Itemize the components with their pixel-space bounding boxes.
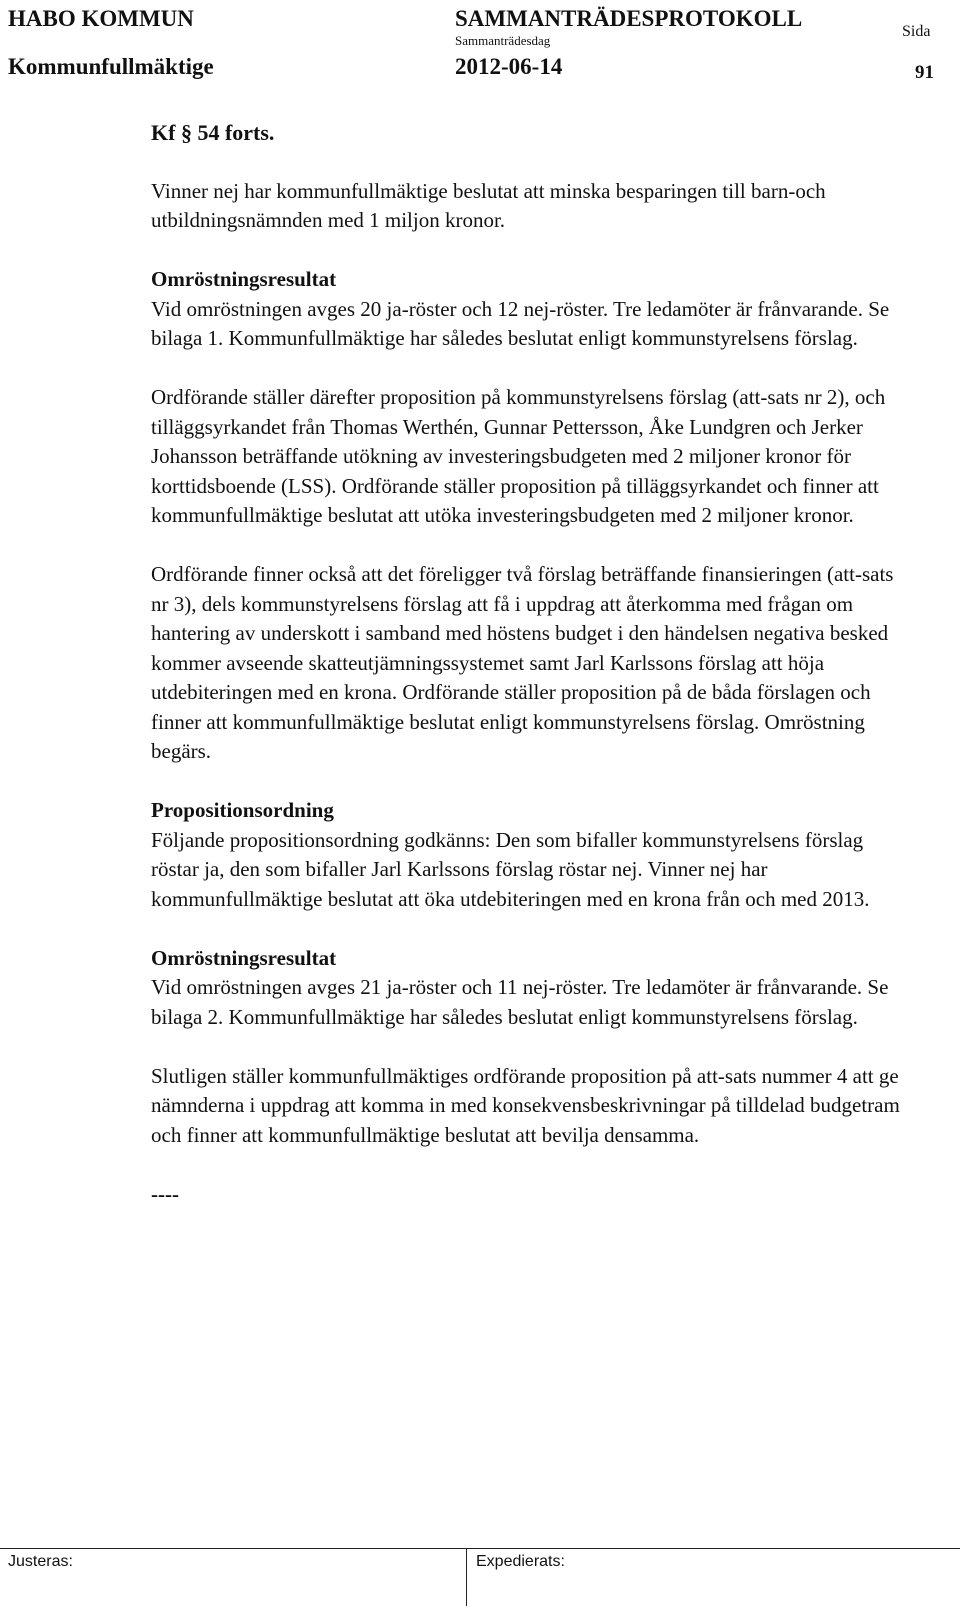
document-body (151, 118, 916, 1239)
subheading: Omröstningsresultat (151, 267, 337, 291)
meeting-date: 2012-06-14 (455, 54, 563, 79)
paragraph-text: Vid omröstningen avges 20 ja-röster och 12 nej-röster. Tre ledamöter är frånvarande. Se bilaga 1. Kommunfullmäktige har således beslutat enligt kommunstyrelsens förslag. (151, 296, 890, 350)
footer-rule (0, 1548, 960, 1549)
body-name: Kommunfullmäktige (8, 54, 214, 79)
separator: ---- (151, 1181, 179, 1206)
paragraph: Slutligen ställer kommunfullmäktiges ordförande proposition på att-sats nummer 4 att ge nämnderna i uppdrag att komma in med konsekvensbeskrivningar på tilldelad budgetram och finner att kommunfullmäktige beslutat att bevilja densamma. (151, 1063, 900, 1147)
paragraph-text: Följande propositionsordning godkänns: Den som bifaller kommunstyrelsens förslag röstar ja, den som bifaller Jarl Karlssons förslag röstar nej. Vinner nej har kommunfullmäktige beslutat att öka utdebiteringen med en krona från och med 2013. (151, 827, 870, 911)
subheading: Omröstningsresultat (151, 945, 337, 970)
protocol-title: SAMMANTRÄDESPROTOKOLL (455, 6, 803, 31)
page-number: 91 (915, 62, 934, 83)
paragraph: Ordförande finner också att det föreligger två förslag beträffande finansieringen (att-sats nr 3), dels kommunstyrelsens förslag att få i uppdrag att återkomma med frågan om hantering av underskott i samband med höstens budget i den händelsen negativa besked kommer avseende skatteutjämningssystemet samt Jarl Karlssons förslag att höja utdebiteringen med en krona. Ordförande ställer proposition på de båda förslagen och finner att kommunfullmäktige beslutat enligt kommunstyrelsens förslag. Omröstning begärs. (151, 562, 894, 763)
justeras-label: Justeras: (8, 1553, 73, 1570)
section-heading: Kf § 54 forts. (151, 120, 275, 145)
proposition-order (151, 796, 916, 914)
vote-result-2 (151, 944, 916, 1033)
paragraph: Vinner nej har kommunfullmäktige beslutat att minska besparingen till barn-och utbildningsnämnden med 1 miljon kronor. (151, 178, 826, 232)
page-label: Sida (902, 23, 931, 40)
footer-divider (466, 1548, 467, 1606)
org-name: HABO KOMMUN (8, 6, 194, 31)
date-label: Sammanträdesdag (455, 33, 551, 48)
expedierats-label: Expedierats: (476, 1553, 565, 1570)
paragraph: Ordförande ställer därefter proposition på kommunstyrelsens förslag (att-sats nr 2), och tilläggsyrkandet från Thomas Werthén, Gunnar Pettersson, Åke Lundgren och Jerker Johansson beträffande utökning av investeringsbudgeten med 2 miljoner kronor för korttidsboende (LSS). Ordförande ställer proposition på tilläggsyrkandet och finner att kommunfullmäktige beslutat att utöka investeringsbudgeten med 2 miljoner kronor. (151, 385, 886, 527)
subheading: Propositionsordning (151, 798, 334, 822)
vote-result-1 (151, 265, 916, 354)
paragraph-text: Vid omröstningen avges 21 ja-röster och 11 nej-röster. Tre ledamöter är frånvarande. Se bilaga 2. Kommunfullmäktige har således beslutat enligt kommunstyrelsens förslag. (151, 975, 889, 1029)
